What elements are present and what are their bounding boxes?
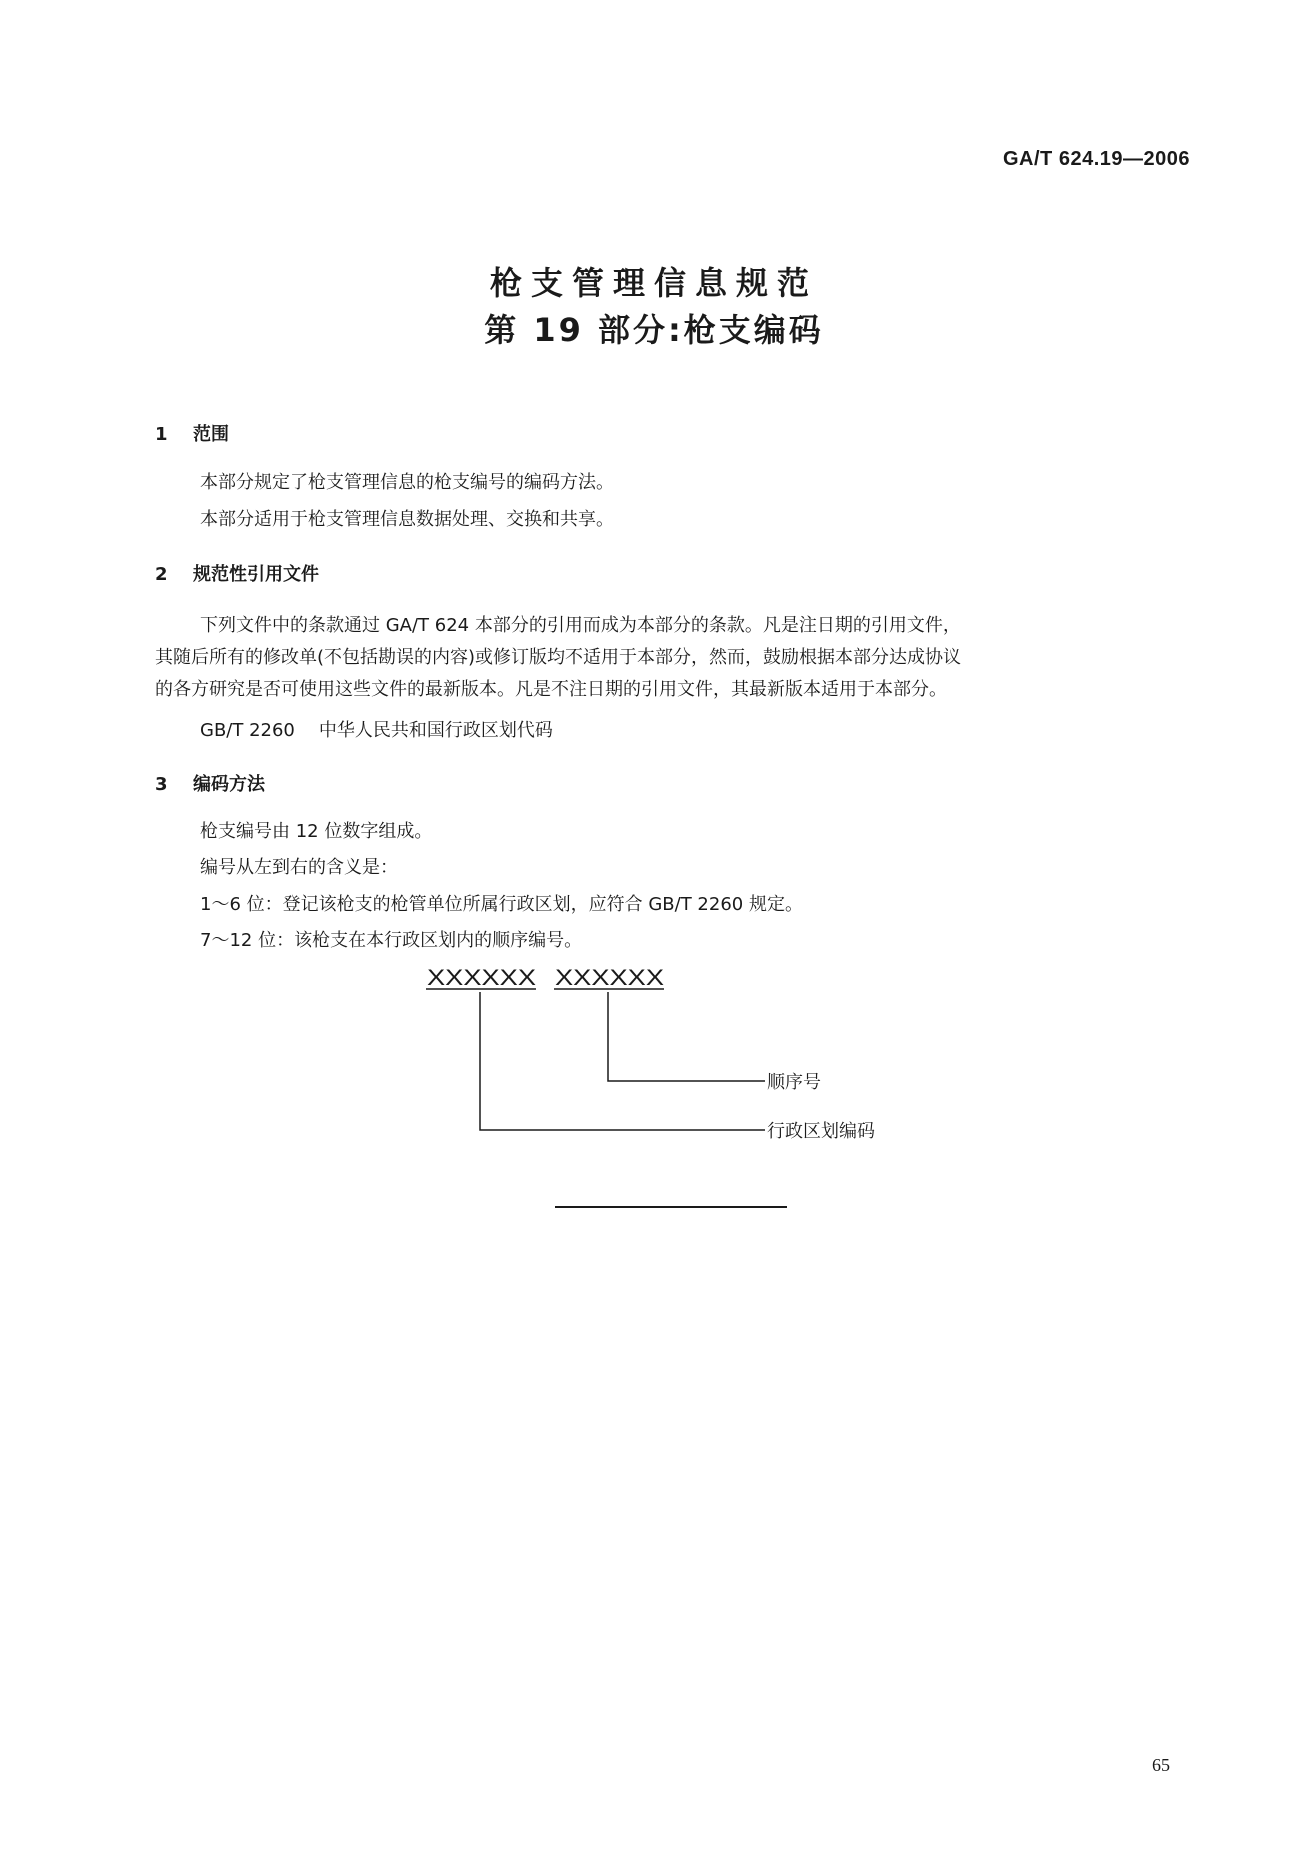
page-number: 65 <box>1152 1755 1170 1775</box>
paragraph-line: 下列文件中的条款通过 GA/T 624 本部分的引用而成为本部分的条款。凡是注日期的引用文件， <box>200 615 961 636</box>
section-title: 范围 <box>193 424 229 445</box>
section-title: 编码方法 <box>193 774 265 795</box>
section-number: 2 <box>155 564 168 585</box>
document-subtitle: 第 19 部分:枪支编码 <box>484 311 824 349</box>
sequence-connector <box>608 992 765 1081</box>
region-connector <box>480 992 765 1130</box>
digit-group-sequence: XXXXXX <box>555 965 665 990</box>
section-title: 规范性引用文件 <box>193 564 319 585</box>
region-label: 行政区划编码 <box>767 1121 875 1142</box>
document-title: 枪支管理信息规范 <box>489 264 818 302</box>
paragraph-line: 的各方研究是否可使用这些文件的最新版本。凡是不注日期的引用文件，其最新版本适用于本部分。 <box>155 679 947 700</box>
section-1-paragraph: 本部分规定了枪支管理信息的枪支编号的编码方法。 <box>200 472 614 493</box>
sequence-label: 顺序号 <box>767 1072 821 1093</box>
section-1-paragraph: 本部分适用于枪支管理信息数据处理、交换和共享。 <box>200 509 614 530</box>
section-3-paragraph: 1～6 位：登记该枪支的枪管单位所属行政区划，应符合 GB/T 2260 规定。 <box>200 894 803 915</box>
reference-code: GB/T 2260 <box>200 720 295 741</box>
section-number: 3 <box>155 774 168 795</box>
reference-title: 中华人民共和国行政区划代码 <box>318 720 553 741</box>
digit-group-region: XXXXXX <box>427 965 537 990</box>
paragraph-line: 其随后所有的修改单(不包括勘误的内容)或修订版均不适用于本部分，然而，鼓励根据本部分达成协议 <box>155 647 962 668</box>
section-3-paragraph: 枪支编号由 12 位数字组成。 <box>200 821 433 842</box>
section-number: 1 <box>155 424 168 445</box>
standard-code: GA/T 624.19—2006 <box>1003 148 1190 170</box>
section-3-paragraph: 编号从左到右的含义是： <box>200 857 398 878</box>
section-3-paragraph: 7～12 位：该枪支在本行政区划内的顺序编号。 <box>200 930 583 951</box>
